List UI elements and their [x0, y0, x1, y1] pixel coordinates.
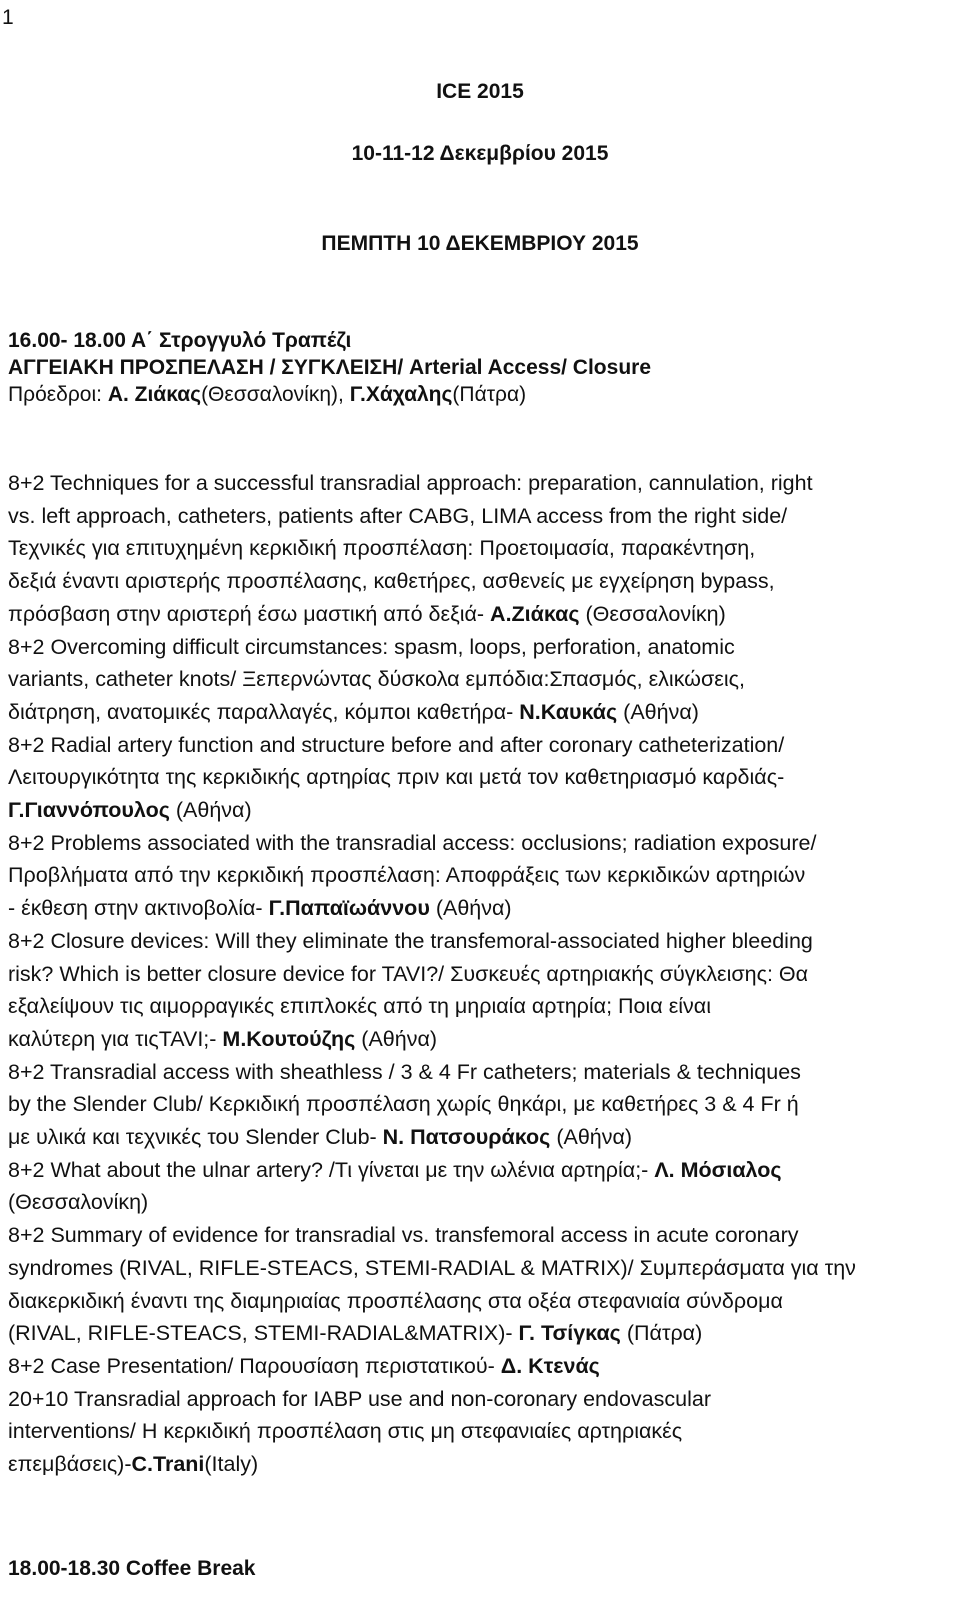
talk-line: 8+2 Transradial access with sheathless / 3 & 4 Fr catheters; materials & techniques: [8, 1059, 801, 1084]
talk-list: [8, 467, 940, 1481]
talk-line: risk? Which is better closure device for TAVI?/ Συσκευές αρτηριακής σύγκλεισης: Θα: [8, 961, 809, 986]
speaker-city: (Θεσσαλονίκη): [8, 1190, 149, 1215]
talk-item: [8, 925, 940, 1056]
chair-city: (Πάτρα): [452, 383, 527, 406]
speaker-city: (Θεσσαλονίκη): [579, 601, 726, 626]
talk-line: 20+10 Transradial approach for IABP use and non-coronary endovascular: [8, 1386, 711, 1411]
talk-text: - έκθεση στην ακτινοβολία-: [8, 896, 269, 921]
speaker-city: (Αθήνα): [169, 798, 252, 823]
talk-line: 8+2 Techniques for a successful transradial approach: preparation, cannulation, right: [8, 471, 813, 495]
talk-line: 8+2 Problems associated with the transradial access: occlusions; radiation exposure/: [8, 830, 817, 855]
talk-item: [8, 1383, 940, 1481]
speaker-name: Μ.Κουτούζης: [222, 1026, 356, 1051]
talk-line: interventions/ Η κερκιδική προσπέλαση στις μη στεφανιαίες αρτηριακές: [8, 1419, 683, 1444]
talk-text: 8+2 Case Presentation/ Παρουσίαση περιστατικού-: [8, 1353, 501, 1378]
speaker-city: (Italy): [204, 1452, 259, 1477]
session-theme: ΑΓΓΕΙΑΚΗ ΠΡΟΣΠΕΛΑΣΗ / ΣΥΓΚΛΕΙΣΗ/ Arterial Access/ Closure: [8, 356, 651, 379]
speaker-city: (Αθήνα): [429, 896, 512, 921]
chairs-label: Πρόεδροι:: [8, 383, 108, 406]
talk-text: πρόσβαση στην αριστερή έσω μαστική από δεξιά-: [8, 601, 491, 626]
talk-text: με υλικά και τεχνικές του Slender Club-: [8, 1125, 383, 1150]
talk-line: [8, 1317, 940, 1350]
talk-line: [8, 1448, 940, 1481]
page-number: 1: [2, 6, 14, 29]
speaker-name: Γ.Γιαννόπουλος: [8, 798, 170, 823]
speaker-city: (Πάτρα): [620, 1321, 703, 1346]
talk-line: [8, 598, 940, 631]
speaker-name: Γ. Τσίγκας: [518, 1321, 621, 1346]
day-heading: ΠΕΜΠΤΗ 10 ΔΕΚΕΜΒΡΙΟΥ 2015: [321, 232, 639, 255]
talk-item: [8, 631, 940, 729]
event-title: ICE 2015: [436, 80, 524, 103]
talk-line: Λειτουργικότητα της κερκιδικής αρτηρίας πριν και μετά τον καθετηριασμό καρδιάς-: [8, 765, 785, 790]
speaker-name: C.Trani: [131, 1452, 205, 1477]
chair-name: Γ.Χάχαλης: [349, 383, 453, 406]
talk-text: διάτρηση, ανατομικές παραλλαγές, κόμποι καθετήρα-: [8, 699, 520, 724]
speaker-name: Λ. Μόσιαλος: [654, 1157, 782, 1182]
session-time-title: 16.00- 18.00 Α΄ Στρογγυλό Τραπέζι: [8, 329, 352, 352]
speaker-name: Ν. Πατσουράκος: [382, 1125, 551, 1150]
talk-line: by the Slender Club/ Κερκιδική προσπέλαση χωρίς θηκάρι, με καθετήρες 3 & 4 Fr ή: [8, 1092, 799, 1117]
talk-item: [8, 729, 940, 827]
talk-line: [8, 794, 940, 827]
talk-line: syndromes (RIVAL, RIFLE-STEACS, STEMI-RADIAL & MATRIX)/ Συμπεράσματα για την: [8, 1255, 856, 1280]
talk-line: δεξιά έναντι αριστερής προσπέλασης, καθετήρες, ασθενείς με εγχείρηση bypass,: [8, 569, 775, 594]
talk-line: 8+2 Closure devices: Will they eliminate the transfemoral-associated higher bleeding: [8, 928, 813, 953]
talk-item: [8, 1350, 940, 1383]
chair-city: (Θεσσαλονίκη),: [201, 383, 350, 406]
talk-line: [8, 892, 940, 925]
talk-text: καλύτερη για τιςTAVI;-: [8, 1026, 223, 1051]
session-chairs: [8, 381, 938, 408]
talk-line: 8+2 Overcoming difficult circumstances: spasm, loops, perforation, anatomic: [8, 634, 735, 659]
talk-line: διακερκιδική έναντι της διαμηριαίας προσπέλασης στα οξέα στεφανιαία σύνδρομα: [8, 1288, 783, 1313]
talk-item: [8, 1056, 940, 1154]
talk-text: επεμβάσεις)-: [8, 1452, 132, 1477]
event-dates: 10-11-12 Δεκεμβρίου 2015: [351, 142, 609, 165]
talk-line: Τεχνικές για επιτυχημένη κερκιδική προσπέλαση: Προετοιμασία, παρακέντηση,: [8, 536, 756, 561]
talk-line: [8, 1350, 940, 1383]
talk-item: [8, 827, 940, 925]
speaker-name: Α.Ζιάκας: [490, 601, 580, 626]
chair-name: Α. Ζιάκας: [107, 383, 202, 406]
speaker-name: Ν.Καυκάς: [519, 699, 618, 724]
speaker-name: Γ.Παπαϊωάννου: [268, 896, 430, 921]
talk-line: [8, 696, 940, 729]
talk-line: Προβλήματα από την κερκιδική προσπέλαση: Αποφράξεις των κερκιδικών αρτηριών: [8, 863, 806, 888]
talk-line: 8+2 Radial artery function and structure before and after coronary catheterization/: [8, 732, 785, 757]
talk-line: [8, 1121, 940, 1154]
talk-text: 8+2 What about the ulnar artery? /Τι γίνεται με την ωλένια αρτηρία;-: [8, 1157, 655, 1182]
coffee-break: 18.00-18.30 Coffee Break: [8, 1557, 256, 1580]
talk-line: 8+2 Summary of evidence for transradial vs. transfemoral access in acute coronary: [8, 1223, 799, 1248]
speaker-city: (Αθήνα): [355, 1026, 438, 1051]
talk-item: [8, 467, 940, 631]
talk-line: [8, 1023, 940, 1056]
talk-line: variants, catheter knots/ Ξεπερνώντας δύσκολα εμπόδια:Σπασμός, ελικώσεις,: [8, 667, 745, 692]
talk-item: [8, 1154, 940, 1219]
talk-line: vs. left approach, catheters, patients after CABG, LIMA access from the right side/: [8, 503, 788, 528]
talk-line: [8, 1154, 940, 1187]
speaker-city: (Αθήνα): [550, 1125, 633, 1150]
speaker-name: Δ. Κτενάς: [500, 1353, 600, 1378]
session-header: [8, 327, 938, 408]
talk-item: [8, 1219, 940, 1350]
talk-text: (RIVAL, RIFLE-STEACS, STEMI-RADIAL&MATRIX)-: [8, 1321, 519, 1346]
speaker-city: (Αθήνα): [617, 699, 699, 724]
talk-line: εξαλείψουν τις αιμορραγικές επιπλοκές από τη μηριαία αρτηρία; Ποια είναι: [8, 994, 712, 1019]
